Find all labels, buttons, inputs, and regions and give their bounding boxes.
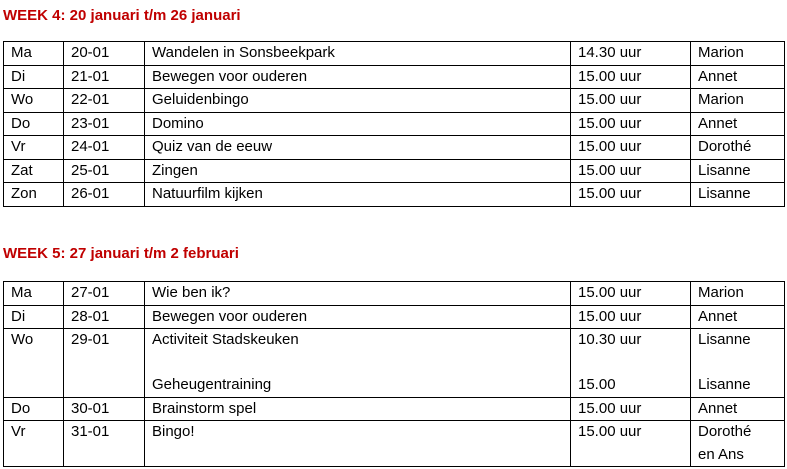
table-row xyxy=(4,282,785,306)
activity-cell: Brainstorm spel xyxy=(145,397,571,421)
activity-cell: Bingo! xyxy=(145,421,571,467)
day-cell: Ma xyxy=(4,42,64,66)
table-row xyxy=(4,305,785,329)
day-cell: Vr xyxy=(4,421,64,467)
table-row xyxy=(4,65,785,89)
host-cell: Annet xyxy=(691,397,785,421)
activity-cell: Quiz van de eeuw xyxy=(145,136,571,160)
date-cell: 29-01 xyxy=(64,329,145,398)
date-cell: 24-01 xyxy=(64,136,145,160)
time-cell: 15.00 uur xyxy=(571,112,691,136)
table-row xyxy=(4,183,785,207)
host-cell: Lisanne xyxy=(691,183,785,207)
table-row xyxy=(4,159,785,183)
activity-cell: Zingen xyxy=(145,159,571,183)
time-cell: 14.30 uur xyxy=(571,42,691,66)
table-row xyxy=(4,42,785,66)
date-cell: 31-01 xyxy=(64,421,145,467)
date-cell: 27-01 xyxy=(64,282,145,306)
host-cell: Dorothé xyxy=(691,136,785,160)
table-row xyxy=(4,421,785,467)
table-row xyxy=(4,397,785,421)
day-cell: Wo xyxy=(4,89,64,113)
time-cell: 15.00 uur xyxy=(571,89,691,113)
day-cell: Zat xyxy=(4,159,64,183)
time-cell: 15.00 uur xyxy=(571,421,691,467)
host-cell: Annet xyxy=(691,112,785,136)
time-cell: 15.00 uur xyxy=(571,305,691,329)
date-cell: 22-01 xyxy=(64,89,145,113)
activity-cell: Domino xyxy=(145,112,571,136)
week-5-schedule-table xyxy=(3,281,785,467)
day-cell: Ma xyxy=(4,282,64,306)
host-cell: Annet xyxy=(691,65,785,89)
day-cell: Do xyxy=(4,397,64,421)
week-4-title: WEEK 4: 20 januari t/m 26 januari xyxy=(3,7,241,24)
activity-cell: Geluidenbingo xyxy=(145,89,571,113)
activity-cell: Bewegen voor ouderen xyxy=(145,305,571,329)
day-cell: Di xyxy=(4,65,64,89)
week-5-title: WEEK 5: 27 januari t/m 2 februari xyxy=(3,245,239,262)
day-cell: Do xyxy=(4,112,64,136)
table-row xyxy=(4,89,785,113)
table-row xyxy=(4,112,785,136)
time-cell: 15.00 uur xyxy=(571,397,691,421)
time-cell: 15.00 uur xyxy=(571,282,691,306)
activity-cell: Wie ben ik? xyxy=(145,282,571,306)
table-row xyxy=(4,329,785,398)
time-cell: 15.00 uur xyxy=(571,136,691,160)
table-row xyxy=(4,136,785,160)
host-cell: Marion xyxy=(691,89,785,113)
time-cell: 15.00 uur xyxy=(571,65,691,89)
time-cell: 10.30 uur 15.00 xyxy=(571,329,691,398)
date-cell: 28-01 xyxy=(64,305,145,329)
time-cell: 15.00 uur xyxy=(571,183,691,207)
date-cell: 21-01 xyxy=(64,65,145,89)
date-cell: 23-01 xyxy=(64,112,145,136)
activity-cell: Wandelen in Sonsbeekpark xyxy=(145,42,571,66)
day-cell: Zon xyxy=(4,183,64,207)
time-cell: 15.00 uur xyxy=(571,159,691,183)
activity-cell: Natuurfilm kijken xyxy=(145,183,571,207)
activity-cell: Activiteit Stadskeuken Geheugentraining xyxy=(145,329,571,398)
date-cell: 26-01 xyxy=(64,183,145,207)
day-cell: Vr xyxy=(4,136,64,160)
host-cell: Lisanne xyxy=(691,159,785,183)
date-cell: 20-01 xyxy=(64,42,145,66)
activity-cell: Bewegen voor ouderen xyxy=(145,65,571,89)
day-cell: Di xyxy=(4,305,64,329)
week-4-schedule-table xyxy=(3,41,785,207)
host-cell: Marion xyxy=(691,42,785,66)
date-cell: 25-01 xyxy=(64,159,145,183)
day-cell: Wo xyxy=(4,329,64,398)
host-cell: Annet xyxy=(691,305,785,329)
date-cell: 30-01 xyxy=(64,397,145,421)
host-cell: Lisanne Lisanne xyxy=(691,329,785,398)
host-cell: Dorothé en Ans xyxy=(691,421,785,467)
host-cell: Marion xyxy=(691,282,785,306)
